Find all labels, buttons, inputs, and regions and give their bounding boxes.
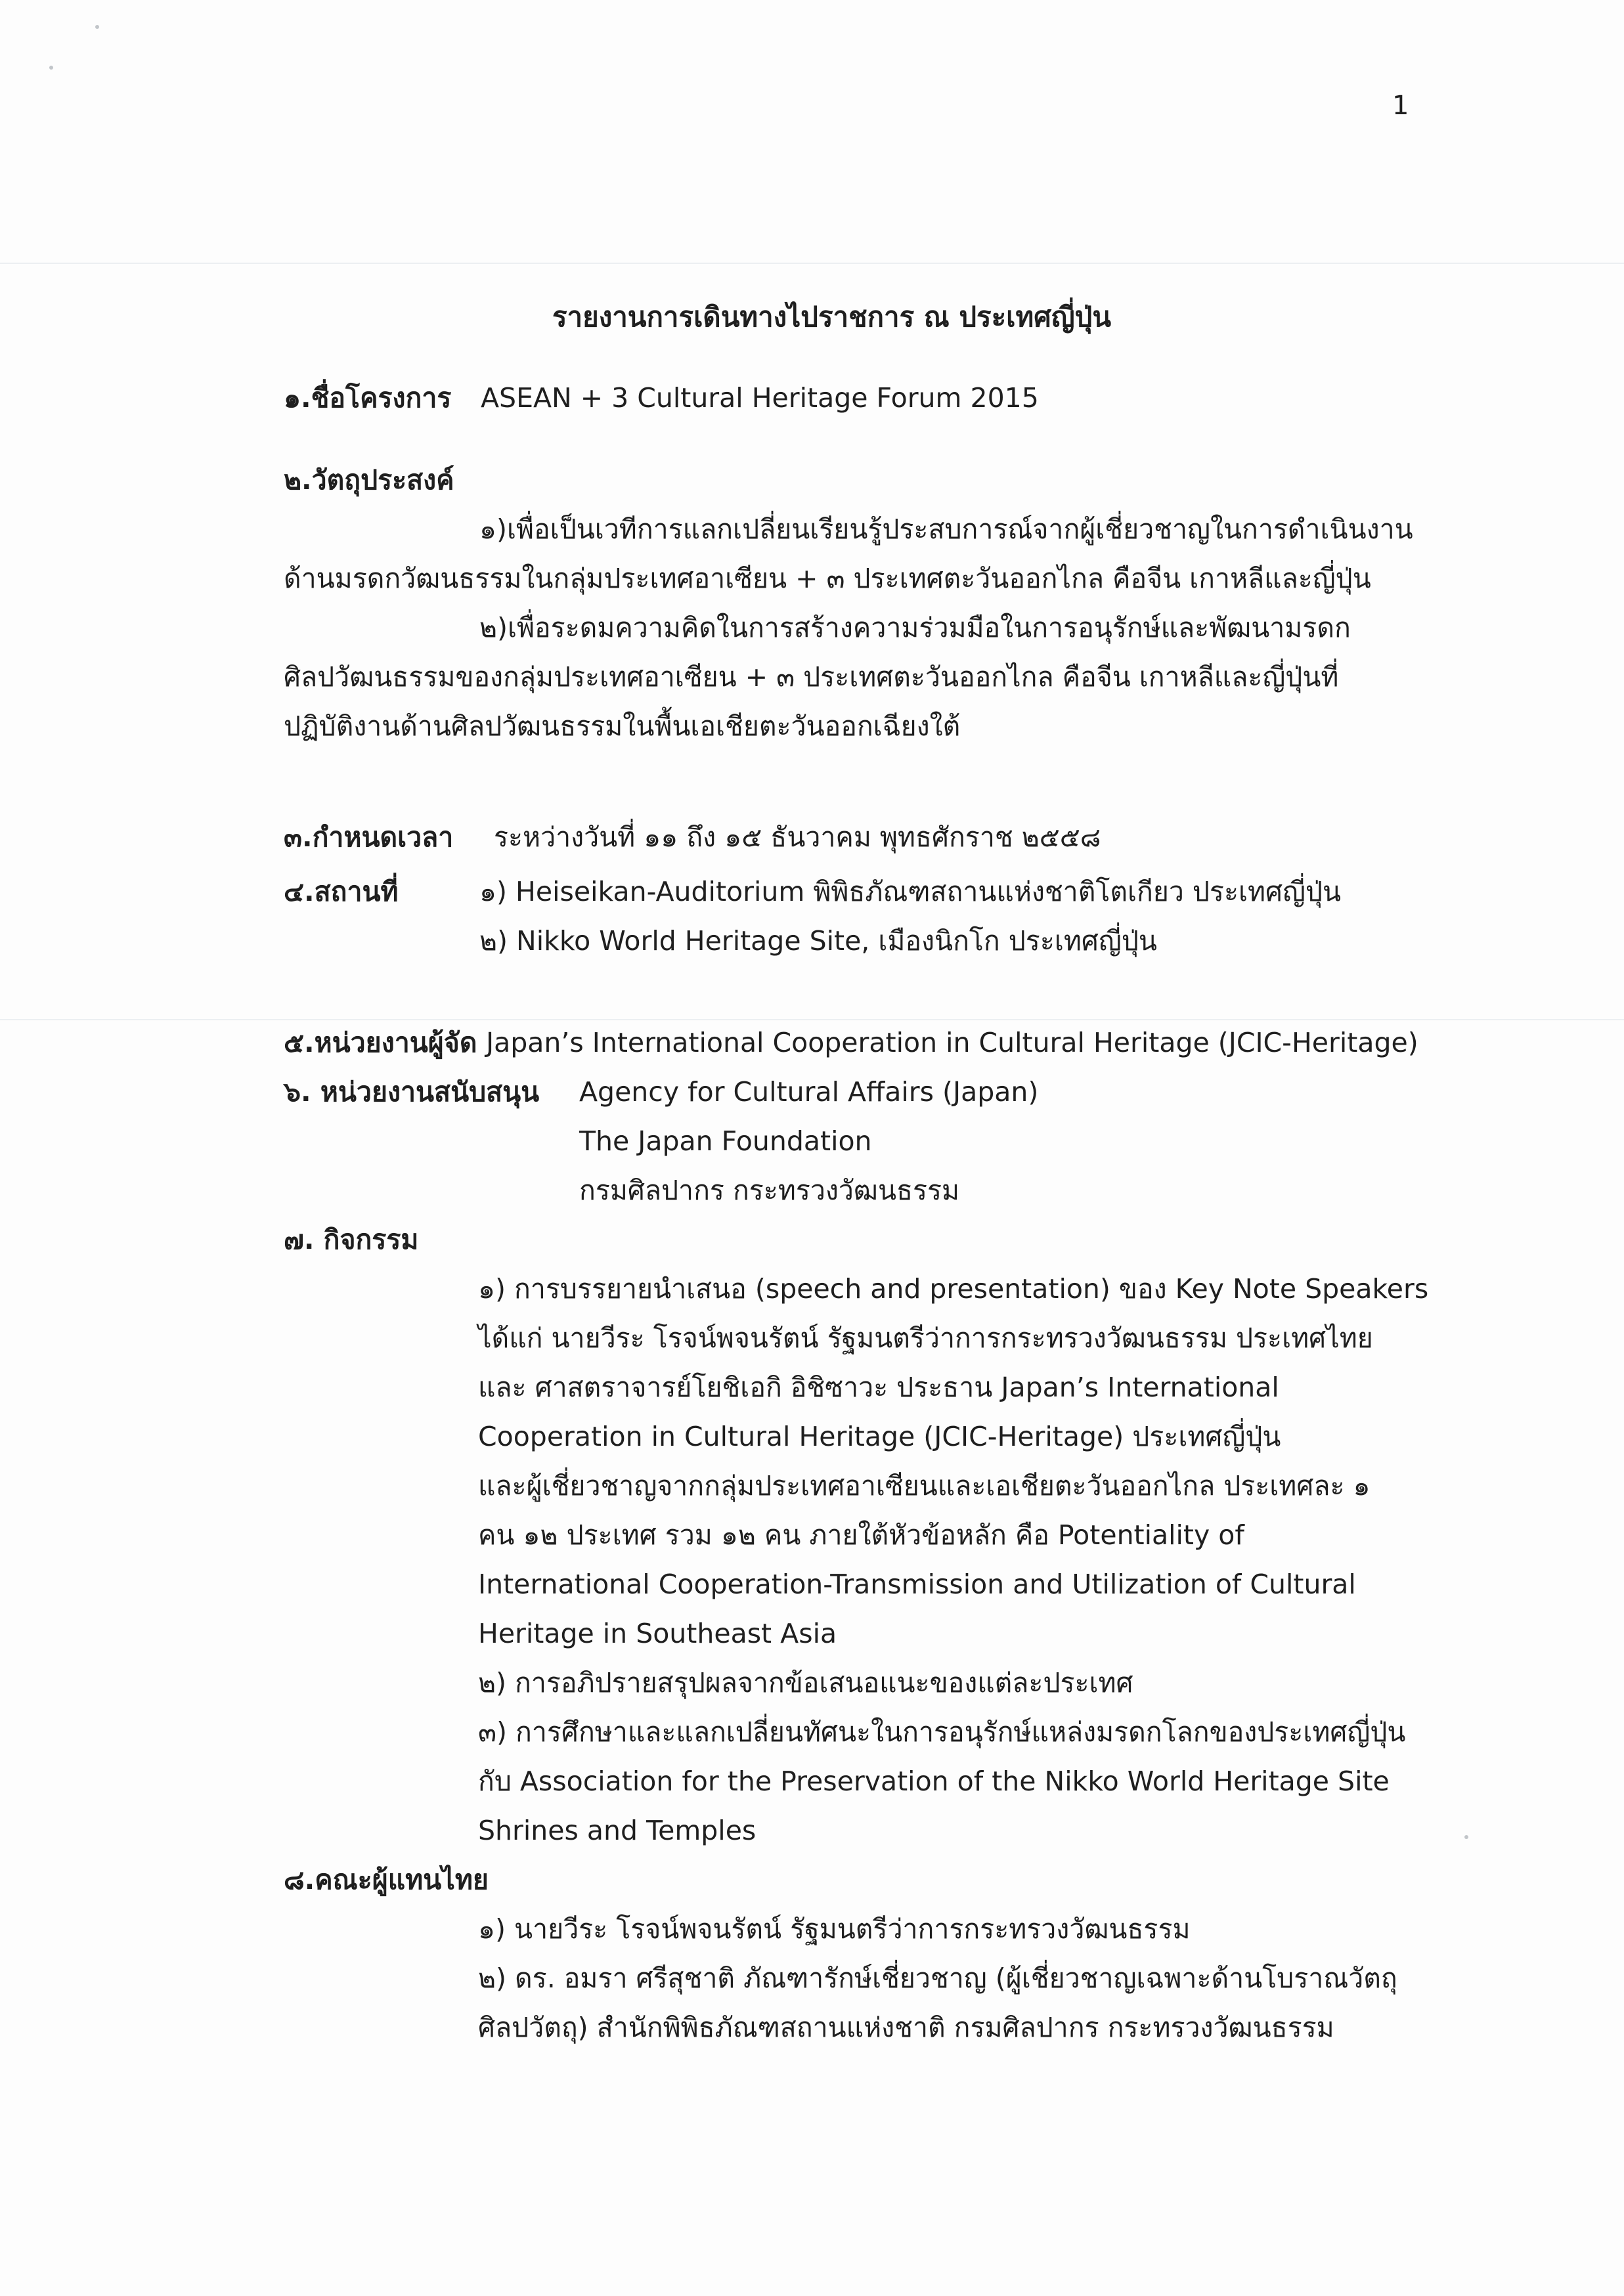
activity-line: ๒) การอภิปรายสรุปผลจากข้อเสนอแนะของแต่ละประเทศ [478,1667,1133,1699]
scan-speck [49,66,53,70]
venue-line: ๑) Heiseikan-Auditorium พิพิธภัณฑสถานแห่งชาติโตเกียว ประเทศญี่ปุ่น [479,876,1342,907]
activity-line: คน ๑๒ ประเทศ รวม ๑๒ คน ภายใต้หัวข้อหลัก คือ Potentiality of [478,1519,1244,1551]
section-2-heading: ๒.วัตถุประสงค์ [284,464,454,496]
objective-line: ศิลปวัฒนธรรมของกลุ่มประเทศอาเซียน + ๓ ประเทศตะวันออกไกล คือจีน เกาหลีและญี่ปุ่นที่ [284,661,1339,693]
scan-speck [1464,1835,1468,1839]
activity-line: Cooperation in Cultural Heritage (JCIC-Heritage) ประเทศญี่ปุ่น [478,1421,1281,1452]
scan-artifact-line [0,263,1624,264]
activity-line: Heritage in Southeast Asia [478,1618,837,1649]
objective-line: ปฏิบัติงานด้านศิลปวัฒนธรรมในพื้นเอเชียตะวันออกเฉียงใต้ [284,710,961,742]
section-3-heading: ๓.กำหนดเวลา [284,821,454,853]
delegate-line: ๑) นายวีระ โรจน์พจนรัตน์ รัฐมนตรีว่าการกระทรวงวัฒนธรรม [478,1913,1191,1945]
section-4-heading: ๔.สถานที่ [284,876,399,907]
document-title: รายงานการเดินทางไปราชการ ณ ประเทศญี่ปุ่น [552,301,1112,333]
activity-line: ๓) การศึกษาและแลกเปลี่ยนทัศนะในการอนุรักษ์แหล่งมรดกโลกของประเทศญี่ปุ่น [478,1716,1406,1748]
section-1-heading: ๑.ชื่อโครงการ [284,382,452,414]
supporter-line: The Japan Foundation [579,1125,872,1157]
section-6-heading: ๖. หน่วยงานสนับสนุน [284,1076,540,1108]
activity-line: ได้แก่ นายวีระ โรจน์พจนรัตน์ รัฐมนตรีว่าการกระทรวงวัฒนธรรม ประเทศไทย [478,1322,1373,1354]
section-5-heading: ๕.หน่วยงานผู้จัด [284,1027,477,1058]
schedule-value: ระหว่างวันที่ ๑๑ ถึง ๑๕ ธันวาคม พุทธศักราช ๒๕๕๘ [494,821,1101,853]
objective-line: ๒)เพื่อระดมความคิดในการสร้างความร่วมมือในการอนุรักษ์และพัฒนามรดก [479,612,1351,643]
section-8-heading: ๘.คณะผู้แทนไทย [284,1864,489,1895]
objective-line: ด้านมรดกวัฒนธรรมในกลุ่มประเทศอาเซียน + ๓ ประเทศตะวันออกไกล คือจีน เกาหลีและญี่ปุ่น [284,563,1371,594]
section-7-heading: ๗. กิจกรรม [284,1224,419,1255]
supporter-line: กรมศิลปากร กระทรวงวัฒนธรรม [579,1175,960,1206]
activity-line: ๑) การบรรยายนำเสนอ (speech and presentation) ของ Key Note Speakers [478,1273,1429,1305]
activity-line: กับ Association for the Preservation of the Nikko World Heritage Site [478,1765,1390,1797]
activity-line: และ ศาสตราจารย์โยชิเอกิ อิชิซาวะ ประธาน Japan’s International [478,1372,1279,1403]
activity-line: International Cooperation-Transmission and Utilization of Cultural [478,1569,1356,1600]
organizer-value: Japan’s International Cooperation in Cultural Heritage (JCIC-Heritage) [486,1027,1418,1058]
scan-speck [95,25,99,29]
delegate-line: ศิลปวัตถุ) สำนักพิพิธภัณฑสถานแห่งชาติ กรมศิลปากร กระทรวงวัฒนธรรม [478,2012,1334,2043]
project-name: ASEAN + 3 Cultural Heritage Forum 2015 [481,382,1039,414]
delegate-line: ๒) ดร. อมรา ศรีสุชาติ ภัณฑารักษ์เชี่ยวชาญ (ผู้เชี่ยวชาญเฉพาะด้านโบราณวัตถุ [478,1962,1397,1994]
objective-line: ๑)เพื่อเป็นเวทีการแลกเปลี่ยนเรียนรู้ประสบการณ์จากผู้เชี่ยวชาญในการดำเนินงาน [479,513,1413,545]
page-number: 1 [1392,91,1409,121]
scan-artifact-line [0,1019,1624,1020]
supporter-line: Agency for Cultural Affairs (Japan) [579,1076,1039,1108]
activity-line: Shrines and Temples [478,1815,757,1846]
activity-line: และผู้เชี่ยวชาญจากกลุ่มประเทศอาเซียนและเอเชียตะวันออกไกล ประเทศละ ๑ [478,1470,1371,1502]
venue-line: ๒) Nikko World Heritage Site, เมืองนิกโก ประเทศญี่ปุ่น [479,925,1157,957]
